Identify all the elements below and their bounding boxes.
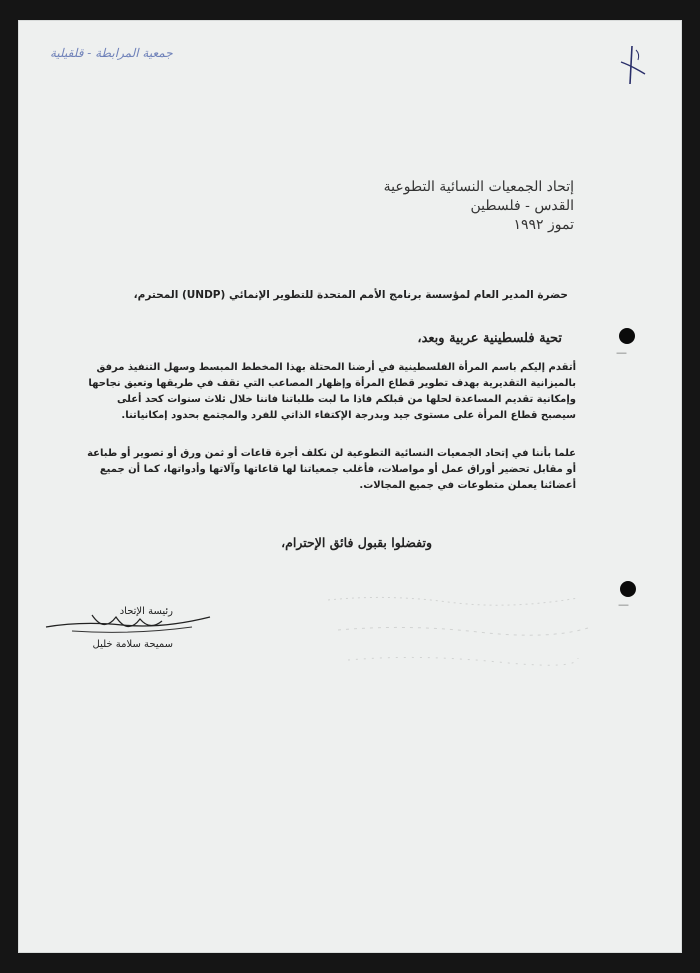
- bleed-through-marks: [308, 580, 608, 700]
- punch-hole: [620, 581, 636, 597]
- signatory-title: رئيسة الإتحاد: [119, 606, 173, 617]
- punch-hole: [619, 328, 635, 344]
- body-paragraph-1: أتقدم إليكم باسم المرأة الفلسطينية في أرضنا المحتلة بهذا المخطط المبسط وسهل التنفيذ مرفق بالميزانية التقديرية بهدف تطوير قطاع المرأة وإظهار المصاعب التي تقف في طريقها وتعيق نجاحها وإمكانية تقديم المساعدة لحلها من قبلكم فاذا ما لبت طلباتنا فاننا خلال ثلاث سنوات كحد أعلى سيصبح قطاع المرأة على مستوى جيد وبدرجة الإكتفاء الذاتي للفرد والمجتمع بحدود إمكانياتنا.: [88, 362, 576, 421]
- org-name: إتحاد الجمعيات النسائية التطوعية: [383, 179, 574, 195]
- letter-date: تموز ١٩٩٢: [513, 217, 574, 233]
- greeting-line: تحية فلسطينية عربية وبعد،: [417, 331, 562, 346]
- closing-line: وتفضلوا بقبول فائق الإحترام،: [281, 535, 432, 550]
- body-paragraph-2: علما بأننا في إتحاد الجمعيات النسائية التطوعية لن نكلف أجرة قاعات أو ثمن ورق أو تصوير أو طباعة أو مقابل تحضير أوراق عمل أو مواصلات، فأغلب جمعياتنا لها قاعاتها وآلاتها وأدواتها، كما أن جميع أعضائنا يعملن متطوعات في جميع المجالات.: [87, 448, 576, 491]
- handwritten-note: جمعية المرابطة - قلقيلية: [50, 46, 173, 60]
- letterhead: [314, 178, 574, 235]
- fold-tick-mark: —: [616, 346, 627, 359]
- letter-page: [18, 20, 682, 953]
- recipient-line: حضرة المدير العام لمؤسسة برنامج الأمم المتحدة للتطوير الإنمائي (UNDP) المحترم،: [133, 289, 568, 301]
- org-place: القدس - فلسطين: [470, 198, 574, 214]
- fold-tick-mark: —: [618, 598, 629, 611]
- signatory-name: سميحة سلامة خليل: [92, 639, 173, 650]
- corner-pen-mark: [618, 44, 648, 88]
